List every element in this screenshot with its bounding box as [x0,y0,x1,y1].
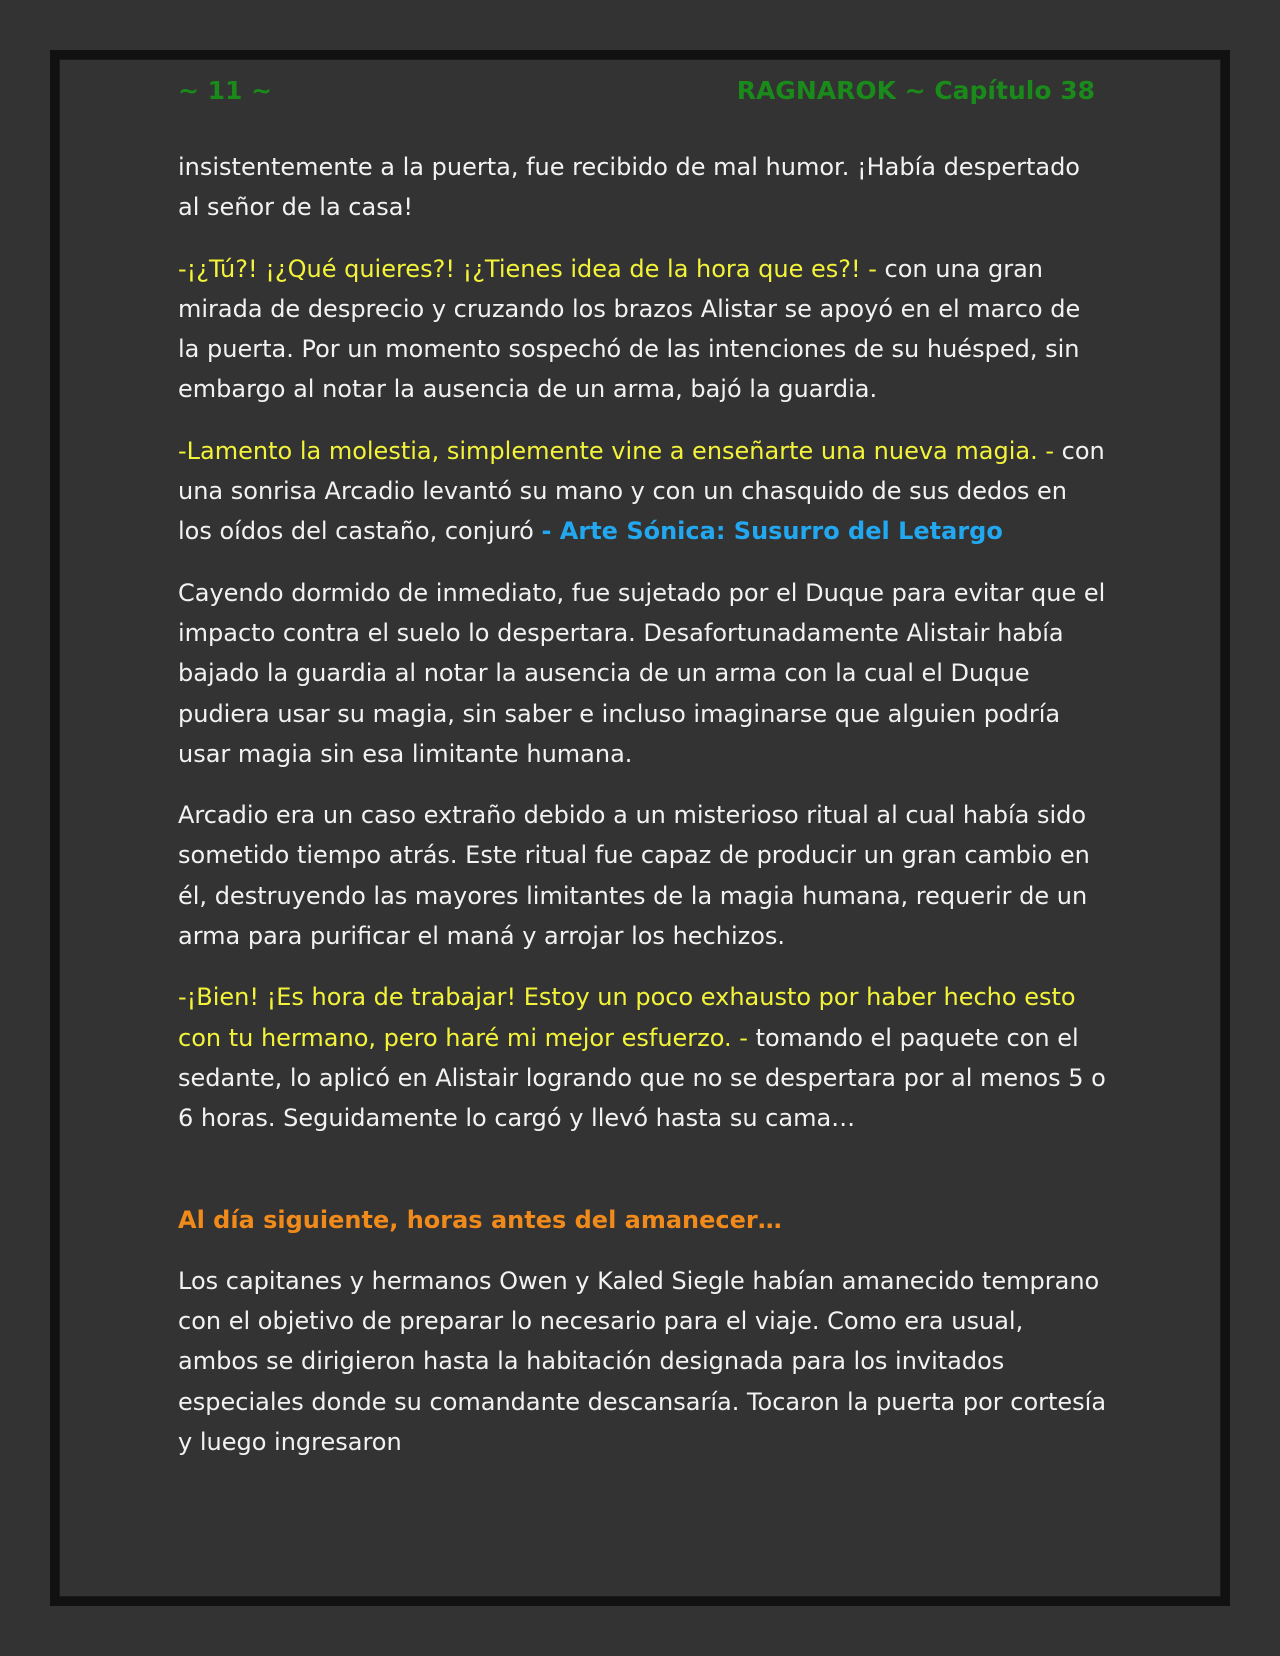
dialogue-text: -¡Bien! ¡Es hora de trabajar! Estoy un poco exhausto por haber hecho esto con tu hermano, pero haré mi mejor esfuerzo. - [178,983,1076,1052]
page-content [178,147,1108,1483]
dialogue-text: -Lamento la molestia, simplemente vine a enseñarte una nueva magia. - [178,436,1062,465]
paragraph [178,977,1108,1138]
paragraph [178,147,1108,228]
spell-text: - Arte Sónica: Susurro del Letargo [541,517,1003,546]
paragraph [178,1261,1108,1462]
paragraph [178,431,1108,552]
dialogue-text: -¡¿Tú?! ¡¿Qué quieres?! ¡¿Tienes idea de la hora que es?! - [178,254,885,283]
scene-heading: Al día siguiente, horas antes del amanecer… [178,1205,782,1234]
narration-text: con una sonrisa Arcadio levantó su mano y con un chasquido de sus dedos en los oídos del castaño, conjuró [178,436,1105,546]
book-chapter-title: RAGNAROK ~ Capítulo 38 [736,76,1095,105]
paragraph [178,573,1108,774]
narration-text: insistentemente a la puerta, fue recibido de mal humor. ¡Había despertado al señor de la casa! [178,153,1080,222]
paragraph [178,795,1108,956]
paragraph [178,249,1108,410]
narration-text: tomando el paquete con el sedante, lo aplicó en Alistair logrando que no se despertara por al menos 5 o 6 horas. Seguidamente lo cargó y llevó hasta su cama… [178,1023,1106,1133]
narration-text: Los capitanes y hermanos Owen y Kaled Siegle habían amanecido temprano con el objetivo de preparar lo necesario para el viaje. Como era usual, ambos se dirigieron hasta la habitación designada para los invitados especiales donde su comandante descansaría. Tocaron la puerta por cortesía y luego ingresaron [178,1266,1107,1457]
page-number: ~ 11 ~ [178,76,273,105]
narration-text: con una gran mirada de desprecio y cruzando los brazos Alistar se apoyó en el marco de la puerta. Por un momento sospechó de las intenciones de su huésped, sin embargo al notar la ausencia de un arma, bajó la guardia. [178,254,1081,404]
page-header [178,76,1095,110]
narration-text: Arcadio era un caso extraño debido a un misterioso ritual al cual había sido sometido tiempo atrás. Este ritual fue capaz de producir un gran cambio en él, destruyendo las mayores limitantes de la magia humana, requerir de un arma para purificar el maná y arrojar los hechizos. [178,801,1090,951]
narration-text: Cayendo dormido de inmediato, fue sujetado por el Duque para evitar que el impacto contra el suelo lo despertara. Desafortunadamente Alistair había bajado la guardia al notar la ausencia de un arma con la cual el Duque pudiera usar su magia, sin saber e incluso imaginarse que alguien podría usar magia sin esa limitante humana. [178,578,1106,768]
